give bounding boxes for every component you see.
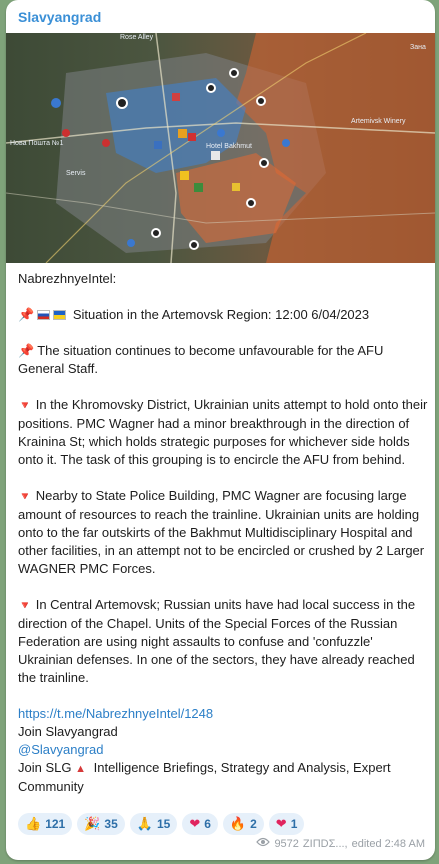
red-triangle-up-icon: ▲ (75, 763, 86, 775)
reaction-thumbs-up[interactable]: 👍 121 (18, 813, 72, 835)
map-graphic (6, 33, 435, 263)
reaction-fire[interactable]: 🔥 2 (223, 813, 264, 835)
folded-hands-icon: 🙏 (136, 816, 153, 831)
post-source: NabrezhnyeIntel: (18, 271, 117, 286)
map-label-winery: Artemivsk Winery (351, 118, 406, 125)
reaction-heart-fire[interactable]: ❤ 1 (269, 813, 305, 835)
pushpin-icon: 📌 (18, 343, 35, 358)
map-label-servis: Servis (66, 170, 86, 177)
reactions-bar (18, 813, 304, 835)
red-triangle-down-icon: 🔻 (18, 600, 32, 612)
red-triangle-down-icon: 🔻 (18, 400, 32, 412)
post-headline-line (18, 306, 428, 324)
eye-icon (256, 837, 270, 850)
join-channel-text: Join Slavyangrad (18, 724, 118, 739)
heart-icon: ❤ (189, 816, 201, 831)
map-label-nova-poshta: Нова Пошта №1 (10, 140, 64, 147)
fire-icon: 🔥 (229, 816, 247, 831)
russia-flag-icon (37, 310, 50, 320)
post-headline: Situation in the Artemovsk Region: 12:00 6/04/2023 (72, 307, 370, 322)
view-count: 9572 (274, 837, 299, 850)
heart-fire-icon: ❤ (275, 816, 287, 831)
post-paragraph-2: 🔻 In the Khromovsky District, Ukrainian units attempt to hold onto their positions. PMC Wagner had a minor breakthrough in the direction of Krainina St; which holds strategic purposes for whichever side holds onto it. The task of this grouping is to encircle the AFU from behind. (18, 397, 428, 467)
post-text (18, 270, 428, 796)
ukraine-flag-icon (53, 310, 66, 320)
thumbs-up-icon: 👍 (25, 816, 42, 831)
edited-timestamp: edited 2:48 AM (351, 837, 425, 850)
join-slg-line: Join SLG ▲ Intelligence Briefings, Strategy and Analysis, Expert Community (18, 760, 391, 794)
post-paragraph-3: 🔻 Nearby to State Police Building, PMC Wagner are focusing large amount of resources to reach the trainline. Ukrainian units are holding onto to the far outskirts of the Bakhmut Multidisciplinary Hospital and other facilities, in an attempt not to be encircled or crushed by 2 Larger WAGNER PMC Forces. (18, 488, 425, 576)
map-label-rose-alley: Rose Alley (120, 34, 154, 41)
reaction-folded-hands[interactable]: 🙏 15 (130, 813, 178, 835)
message-bubble (6, 0, 435, 860)
reaction-party[interactable]: 🎉 35 (77, 813, 125, 835)
map-image[interactable] (6, 33, 435, 263)
reaction-heart[interactable]: ❤ 6 (182, 813, 218, 835)
author-signature: ZIΠDΣ..., (302, 837, 348, 850)
red-triangle-down-icon: 🔻 (18, 491, 32, 503)
map-label-zana: Зана (410, 44, 426, 51)
post-paragraph-4: 🔻 In Central Artemovsk; Russian units have had local success in the direction of the Chapel. Units of the Special Forces of the Russian Federation are using night assaults to confuse and 'confuzzle' Ukrainian defenses. In one of the sectors, they have already reached the trainline. (18, 597, 416, 685)
channel-handle-link[interactable]: @Slavyangrad (18, 742, 104, 757)
source-link[interactable]: https://t.me/NabrezhnyeIntel/1248 (18, 706, 214, 721)
channel-name[interactable]: Slavyangrad (18, 9, 102, 25)
map-label-hotel: Hotel Bakhmut (206, 143, 252, 150)
pushpin-icon: 📌 (18, 307, 35, 322)
post-paragraph-1: 📌 The situation continues to become unfavourable for the AFU General Staff. (18, 343, 384, 376)
party-popper-icon: 🎉 (84, 816, 101, 831)
message-meta (256, 837, 425, 850)
